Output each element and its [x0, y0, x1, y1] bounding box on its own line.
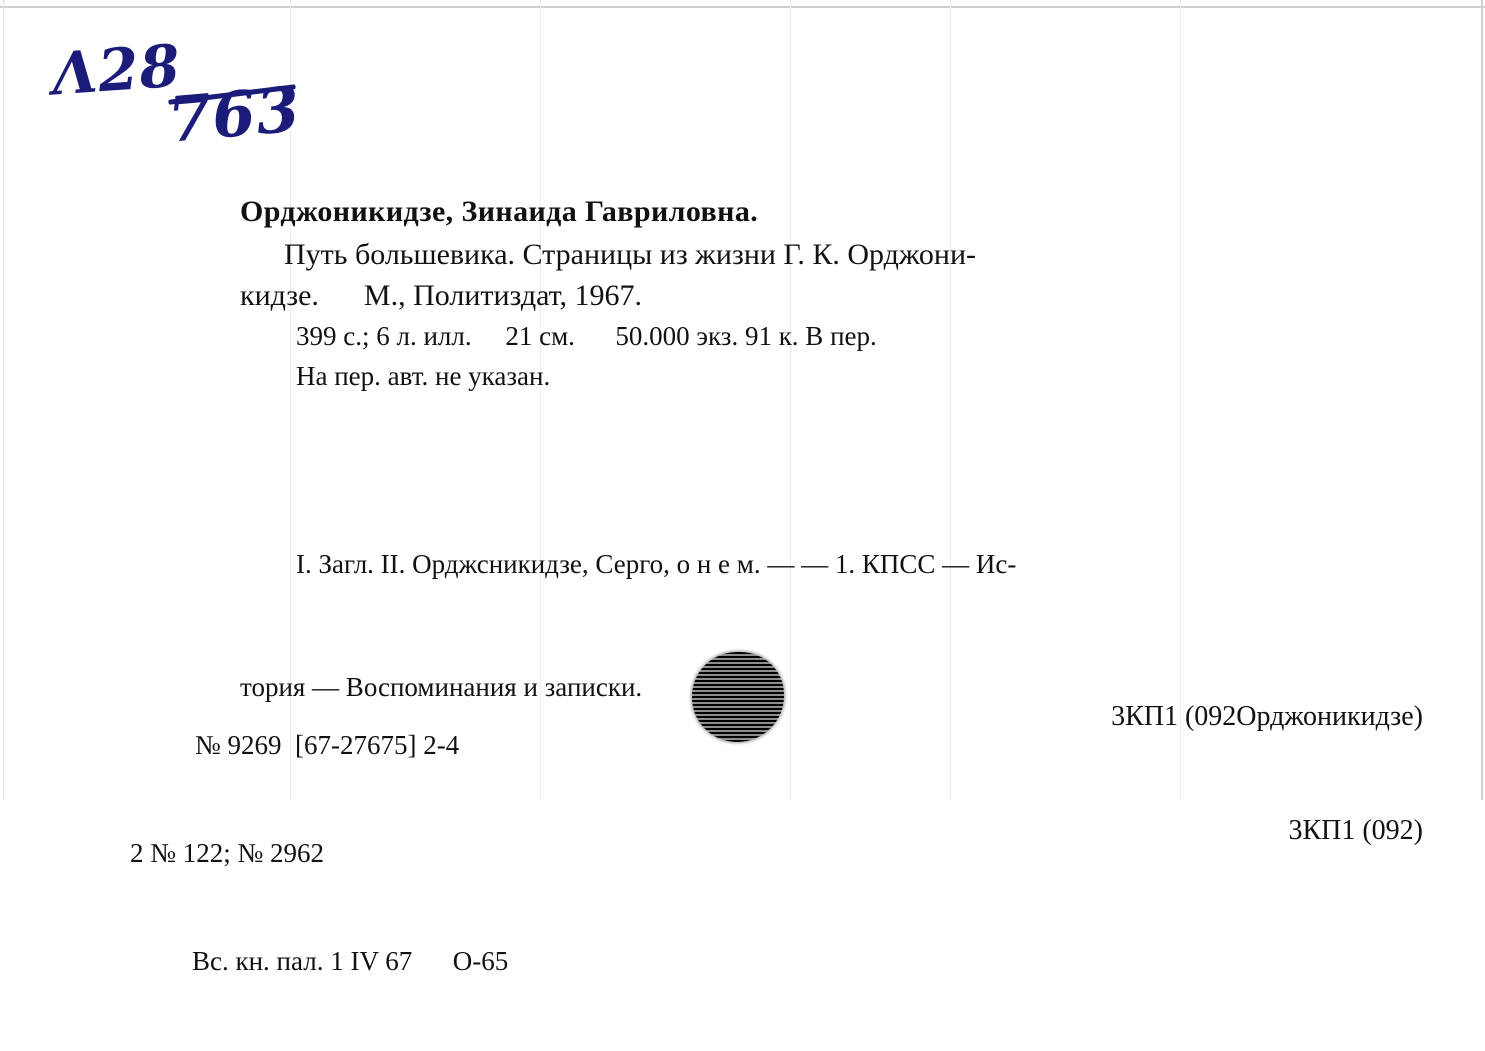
ink-blot-stamp [692, 652, 784, 742]
control-number-line-2: 2 № 122; № 2962 [130, 838, 325, 868]
tracings-line-1: I. Загл. II. Орджсникидзе, Серго, о н е м. — — 1. КПСС — Ис- [296, 549, 1017, 579]
control-number-line-3: Вс. кн. пал. 1 IV 67 О-65 [192, 946, 509, 976]
record-title-line-2: кидзе. М., Политиздат, 1967. [240, 279, 643, 312]
record-author: Орджоникидзе, Зинаида Гавриловна. [240, 195, 759, 228]
handwritten-call-number-line1: Λ28 [49, 31, 183, 109]
record-physical-description: 399 с.; 6 л. илл. 21 см. 50.000 экз. 91 к. В пер. [296, 321, 877, 351]
scan-edge-left [3, 0, 4, 800]
classification-line-1: 3КП1 (092Орджоникидзе) [1111, 701, 1423, 732]
record-note: На пер. авт. не указан. [296, 361, 551, 391]
control-numbers [130, 655, 508, 1051]
classification-line-2: 3КП1 (092) [1288, 815, 1423, 846]
scan-edge-top [0, 6, 1485, 8]
scan-edge-right [1481, 0, 1483, 800]
control-number-line-1: № 9269 [67-27675] 2-4 [195, 730, 460, 760]
bibliographic-record [240, 190, 1420, 396]
classification-marks [1111, 622, 1423, 926]
record-title-line-1: Путь большевика. Страницы из жизни Г. К. Орджони- [284, 238, 977, 271]
tracings-line-2: тория — Воспоминания и записки. [240, 672, 643, 702]
handwritten-call-number-line2: 763 [165, 72, 304, 157]
